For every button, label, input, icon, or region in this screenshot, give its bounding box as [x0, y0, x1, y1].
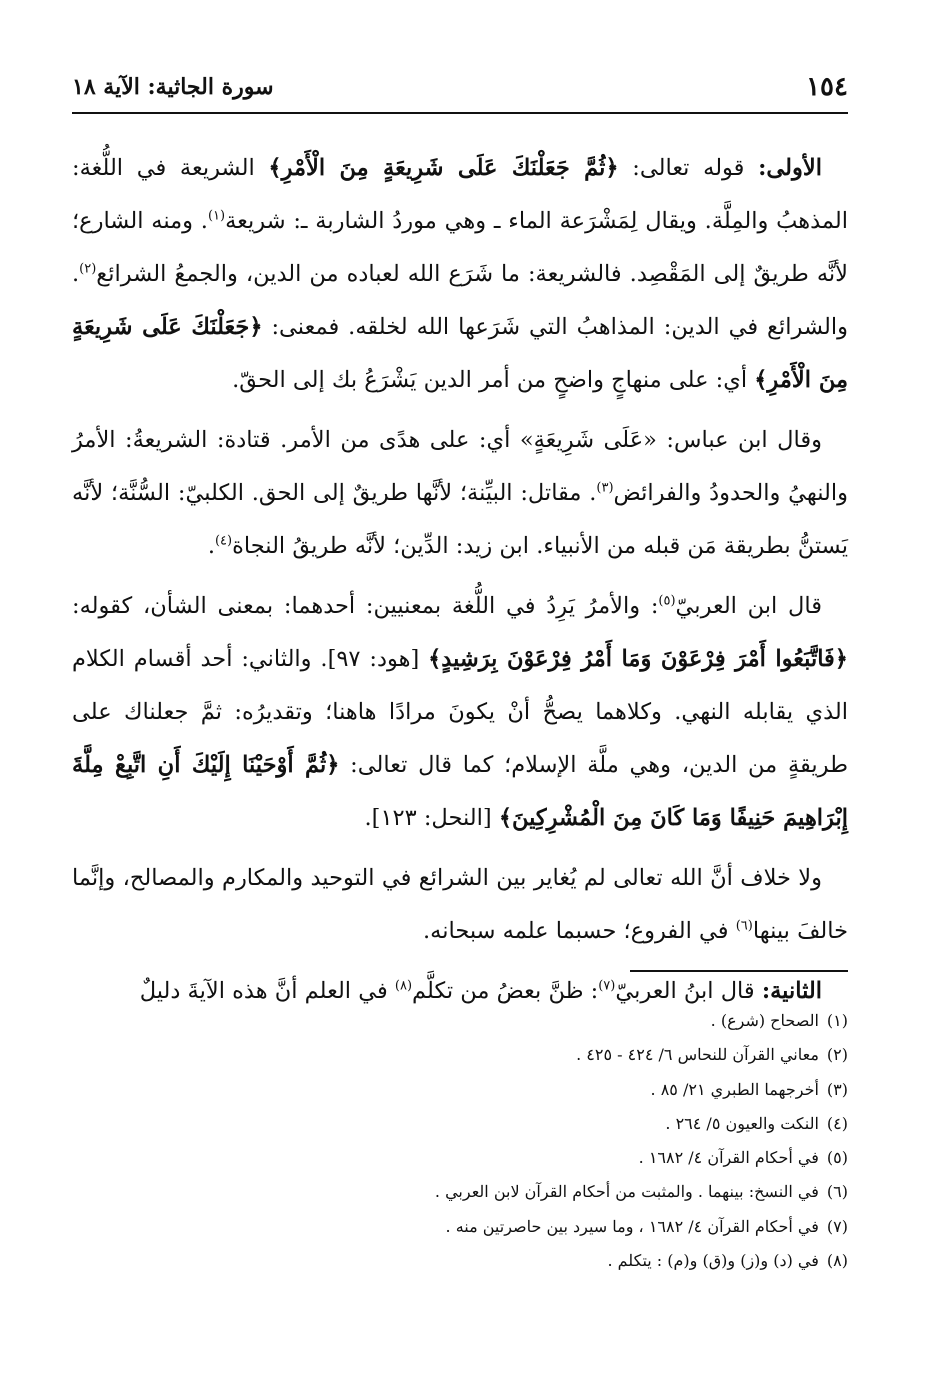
- footnote-ref-3[interactable]: (٣): [596, 480, 614, 496]
- footnote-text: في أحكام القرآن ٤/ ١٦٨٢ .: [638, 1148, 819, 1168]
- footnote: [148, 1210, 848, 1244]
- text-span: في العلم أنَّ هذه الآيةَ دليلٌ: [139, 978, 395, 1004]
- footnote: [148, 1004, 848, 1038]
- footnote-number: (٢): [826, 1045, 848, 1065]
- quran-quote: ﴿جَعَلْنَكَ عَلَى شَرِيعَةٍ مِنَ الْأَمْرِ﴾: [72, 314, 848, 393]
- text-span: في الفروع؛ حسبما علمه سبحانه.: [423, 918, 736, 944]
- footnote-ref-5[interactable]: (٥): [658, 593, 676, 609]
- footnote-text: النكت والعيون ٥/ ٢٦٤ .: [665, 1113, 819, 1133]
- footnotes: [148, 1004, 848, 1278]
- text-span: : والأمرُ يَرِدُ في اللُّغة بمعنيين: أحدهما: بمعنى الشأن، كقوله:: [72, 593, 659, 619]
- text-span: أي: على منهاجٍ واضحٍ من أمر الدين يَشْرَعُ بك إلى الحقّ.: [232, 367, 755, 393]
- footnote-number: (٤): [826, 1113, 848, 1133]
- text-span: .: [207, 533, 215, 559]
- surah-reference: [هود: ٩٧]: [327, 646, 429, 672]
- footnote-text: الصحاح (شرع) .: [710, 1011, 819, 1030]
- running-title: سورة الجاثية: الآية ١٨: [72, 74, 274, 100]
- text-span: قوله تعالى:: [618, 155, 759, 181]
- text-span: قال ابن العربيّ: [675, 593, 822, 619]
- footnote-text: أخرجهما الطبري ٢١/ ٨٥ .: [650, 1079, 819, 1099]
- quran-quote: ﴿ثُمَّ أَوْحَيْنَا إِلَيْكَ أَنِ اتَّبِعْ مِلَّةَ إِبْرَاهِيمَ حَنِيفًا وَمَا كَانَ مِنَ الْمُشْرِكِينَ﴾: [72, 752, 848, 831]
- header-rule: [72, 112, 848, 114]
- footnote-ref-4[interactable]: (٤): [214, 533, 233, 549]
- footnote-number: (٦): [826, 1182, 848, 1202]
- text-span: الشريعة في اللُّغة: المذهبُ والمِلَّة. ويقال لِمَشْرَعة الماء ـ وهي موردُ الشاربة ـ: شريعة: [72, 155, 848, 234]
- footnote-ref-8[interactable]: (٨): [394, 978, 413, 994]
- footnote: [148, 1038, 848, 1072]
- footnote-number: (١): [826, 1011, 848, 1030]
- footnote-text: في النسخ: بينهما . والمثبت من أحكام القرآن لابن العربي .: [434, 1182, 819, 1202]
- text-span: : ظنَّ بعضُ من تكلَّم: [412, 978, 599, 1004]
- footnote: [148, 1141, 848, 1175]
- footnote-text: في (د) و(ز) و(ق) و(م) : يتكلم .: [607, 1251, 819, 1271]
- paragraph-2: [72, 414, 848, 573]
- footnote-ref-7[interactable]: (٧): [598, 978, 616, 994]
- footnote-separator: [630, 970, 848, 972]
- footnote-ref-2[interactable]: (٢): [79, 261, 97, 277]
- footnote-number: (٣): [826, 1079, 848, 1099]
- text-span: . والشرائع في الدين: المذاهبُ التي شَرَعها الله لخلقه. فمعنى:: [72, 261, 849, 340]
- text-span: . والثاني: أحد أقسام الكلام الذي يقابله النهي. وكلاهما يصحُّ أنْ يكونَ مرادًا هاهنا؛ وتقديرُه: ثمَّ جعلناك على طريقةٍ من الدين، وهي ملَّة الإسلام؛ كما قال تعالى:: [72, 646, 848, 778]
- footnote: [148, 1107, 848, 1141]
- page-number: ١٥٤: [806, 72, 848, 102]
- section-lead-first: الأولى:: [758, 155, 822, 181]
- text-span: .: [364, 805, 372, 831]
- footnote: [148, 1073, 848, 1107]
- text-span: وقال ابن عباس: «عَلَى شَرِيعَةٍ» أي: على هدًى من الأمر. قتادة: الشريعةُ: الأمرُ والنهيُ والحدودُ والفرائض: [72, 427, 848, 506]
- text-span: ولا خلاف أنَّ الله تعالى لم يُغاير بين الشرائع في التوحيد والمكارم والمصالح، وإنَّما خالفَ بينها: [72, 865, 848, 944]
- surah-reference: [النحل: ١٢٣]: [371, 805, 499, 831]
- footnote: [148, 1244, 848, 1278]
- quran-quote: ﴿ثُمَّ جَعَلْنَكَ عَلَى شَرِيعَةٍ مِنَ الْأَمْرِ﴾: [268, 155, 619, 181]
- footnote-text: في أحكام القرآن ٤/ ١٦٨٢ ، وما سيرد بين حاصرتين منه .: [445, 1216, 819, 1236]
- section-lead-second: الثانية:: [761, 978, 822, 1004]
- paragraph-3: [72, 580, 848, 845]
- footnote-ref-1[interactable]: (١): [207, 208, 226, 224]
- footnote-number: (٨): [826, 1251, 848, 1271]
- footnote-number: (٥): [826, 1148, 848, 1168]
- quran-quote: ﴿فَاتَّبَعُوا أَمْرَ فِرْعَوْنَ وَمَا أَمْرُ فِرْعَوْنَ بِرَشِيدٍ﴾: [428, 646, 848, 672]
- text-span: قال ابنُ العربيّ: [615, 978, 762, 1004]
- main-text: [72, 142, 848, 1025]
- footnote-text: معاني القرآن للنحاس ٦/ ٤٢٤ - ٤٢٥ .: [576, 1045, 819, 1065]
- page-header: [72, 68, 848, 112]
- paragraph-1: [72, 142, 848, 407]
- paragraph-4: [72, 852, 848, 958]
- footnote-number: (٧): [826, 1216, 848, 1236]
- footnote-ref-6[interactable]: (٦): [735, 918, 753, 934]
- footnote: [148, 1175, 848, 1209]
- text-span: . مقاتل: البيِّنة؛ لأنَّها طريقٌ إلى الحق. الكلبيّ: السُّنَّة؛ لأنَّه يَستنُّ بطريقة مَن قبله من الأنبياء. ابن زيد: الدِّين؛ لأنَّه طريقُ النجاة: [72, 480, 848, 559]
- text-span: . ومنه الشارع؛ لأنَّه طريقٌ إلى المَقْصِد. فالشريعة: ما شَرَع الله لعباده من الدين، والجمعُ الشرائع: [72, 208, 848, 287]
